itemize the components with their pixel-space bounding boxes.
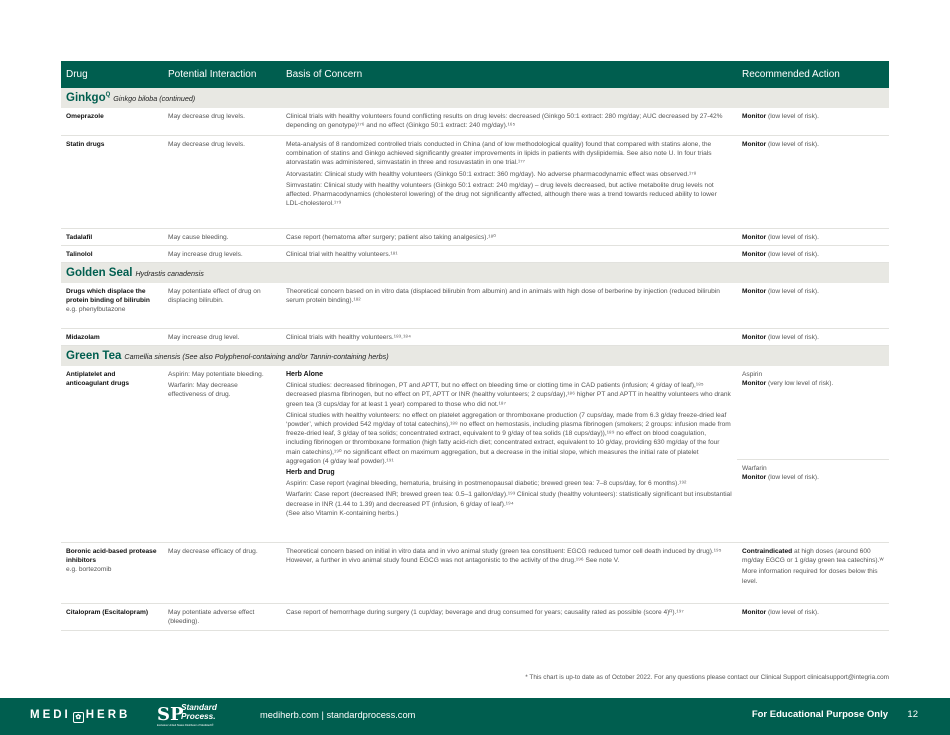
herb-latin: Ginkgo biloba (continued): [113, 93, 196, 103]
sp-mark-icon: SP: [157, 704, 184, 725]
herb-latin: Hydrastis canadensis: [135, 268, 204, 278]
herb-latin: Camellia sinensis (See also Polyphenol-containing and/or Tannin-containing herbs): [124, 351, 389, 361]
potential-interaction: May decrease efficacy of drug.: [168, 548, 258, 555]
herb-name: Green Tea: [66, 350, 122, 362]
recommended-action: Contraindicated at high doses (around 600 mg/day EGCG or 1 g/day green tea catechins).ᵂ More information required for doses below this level.: [742, 548, 884, 585]
drug-name: Talinolol: [66, 251, 93, 258]
drug-name: Boronic acid-based protease inhibitors e.g. bortezomib: [66, 548, 157, 574]
drug-name: Citalopram (Escitalopram): [66, 609, 149, 616]
drug-name: Tadalafil: [66, 234, 93, 241]
header-action: Recommended Action: [742, 69, 840, 80]
basis-of-concern: Case report (hematoma after surgery; patient also taking analgesics).¹⁸⁰: [286, 234, 496, 241]
basis-of-concern: Clinical trials with healthy volunteers.¹⁸³˒¹⁸⁴: [286, 334, 411, 341]
potential-interaction: May increase drug level.: [168, 334, 240, 341]
interaction-table: [61, 61, 889, 631]
potential-interaction: Aspirin: May potentiate bleeding. Warfarin: May decrease effectiveness of drug.: [168, 371, 264, 399]
basis-of-concern: Meta-analysis of 8 randomized controlled trials conducted in China (and of low methodological quality) found that compared with statins alone, the combination of statins and Ginkgo achieved significantly greater improvements in lipids in patients with dyslipidemia. See also note U. In four trials atorvastatin was administered, simvastatin in three and rosuvastatin in one trial.¹⁷⁷ Atorvastatin: Clinical study with healthy volunteers (Ginkgo 50:1 extract: 360 mg/day). No adverse pharmacodynamic effect was observed.¹⁷⁸ Simvastatin: Clinical study with healthy volunteers (Ginkgo 50:1 extract: 240 mg/day) – drug levels decreased, but active metabolite drug levels not affected. Pharmacodynamics (cholesterol lowering) of the drug not significantly affected, although there was a trend towards reduced ability to lower LDL-cholesterol.¹⁷⁹: [286, 141, 717, 208]
recommended-action: Monitor (low level of risk).: [742, 113, 819, 120]
section-ginkgo: [61, 88, 889, 108]
basis-subheading: Herb and Drug: [286, 469, 335, 477]
table-row: [61, 246, 889, 263]
recommended-action: Monitor (low level of risk).: [742, 334, 819, 341]
recommended-action: [737, 366, 889, 542]
footnote: * This chart is up-to date as of October 2022. For any questions please contact our Clinical Support clinicalsupport@integria.com: [525, 674, 889, 681]
basis-of-concern: Clinical trials with healthy volunteers found conflicting results on drug levels: decreased (Ginkgo 50:1 extract: 280 mg/day; AUC decreased by 27-42% depending on genotype)¹⁷⁶ and no effect (Ginkgo 50:1 extract: 240 mg/day).¹⁶⁵: [286, 113, 723, 130]
drug-name: Drugs which displace the protein binding of bilirubin e.g. phenylbutazone: [61, 283, 163, 328]
recommended-action: Monitor (low level of risk).: [742, 141, 819, 148]
potential-interaction: May potentiate adverse effect (bleeding).: [168, 609, 255, 626]
recommended-action: Monitor (low level of risk).: [742, 609, 819, 616]
section-green-tea: [61, 346, 889, 366]
potential-interaction: May decrease drug levels.: [168, 113, 245, 120]
herb-name: Golden Seal: [66, 267, 133, 279]
basis-of-concern: Clinical trial with healthy volunteers.¹⁸¹: [286, 251, 398, 258]
table-row: [61, 604, 889, 631]
header-drug: Drug: [66, 69, 88, 80]
drug-example: e.g. bortezomib: [66, 566, 112, 574]
potential-interaction: May decrease drug levels.: [168, 141, 245, 148]
drug-example: e.g. phenylbutazone: [66, 306, 126, 314]
flower-icon: ✿: [73, 712, 84, 723]
basis-of-concern: Herb Alone Clinical studies: decreased fibrinogen, PT and APTT, but no effect on bleeding time or clotting time in CAD patients (infusion; 4 g/day of leaf),¹⁸⁵ decreased plasma fibrinogen, but no effect on PT, APTT or INR (healthy volunteers; 2 cups/day),¹⁸⁶ higher PT and APTT in healthy volunteers who drank green tea (3 cups/day for at least 1 year) compared to those who did not.¹⁸⁷ Clinical studies with healthy volunteers: no effect on platelet aggregation or thromboxane production (7 cups/day, made from 6.3 g/day freeze-dried leaf ‘powder’, which provided 542 mg/day of total catechins),¹⁸⁸ no effect on hemostasis, including plasma fibrinogen (smokers; 2 groups: infusion made from freeze-dried leaf, 3 g/day of tea solids; concentrated extract, equivalent to 9 g/day of tea solids (18 cups/day)),¹⁸⁹ no effect on blood coagulation, including fibrinogen or thromboxane formation (high fatty acid-rich diet; concentrated extract, equivalent to 10 g/day, providing 630 mg/day of the four main catechins),¹⁹⁰ no significant effect on maximum aggregation, but a decrease in the initial slope, which measures the initial rate of platelet aggregation (4 g/day leaf powder).¹⁹¹ Herb and Drug Aspirin: Case report (vaginal bleeding, hematuria, bruising in postmenopausal diabetic; brewed green tea: 7–8 cups/day, for 6 months).¹⁹² Warfarin: Case report (decreased INR; brewed green tea: 0.5–1 gallon/day).¹⁹³ Clinical study (healthy volunteers): statistically significant but insubstantial decrease in INR (1.44 to 1.39) and decreased PT (infusion, 6 g/day of leaf).¹⁹⁴ (See also Vitamin K-containing herbs.): [286, 371, 732, 517]
basis-of-concern: Theoretical concern based on in vitro data (displaced bilirubin from albumin) and in animals with high dose of berberine by injection (reduced bilirubin serum protein binding).¹⁸²: [286, 288, 720, 305]
footer: [0, 698, 950, 735]
action-aspirin: Aspirin Monitor (very low level of risk).: [742, 371, 834, 388]
standard-process-logo: SP Standard Process. Exclusive United States Distributor of MediHerb®: [157, 702, 217, 727]
table-row: [61, 543, 889, 604]
herb-name: Ginkgo$^Q$: [66, 92, 111, 104]
table-row: [61, 229, 889, 246]
basis-of-concern: Theoretical concern based on initial in vitro data and in vivo animal study (green tea constituent: EGCG reduced tumor cell death induced by drug).¹⁹⁵ However, a further in vivo animal study found EGCG was not antagonistic to the activity of the drug.¹⁹⁶ See note V.: [286, 548, 722, 565]
table-row: [61, 283, 889, 329]
drug-name: Midazolam: [66, 334, 100, 341]
drug-name: Statin drugs: [66, 141, 105, 148]
mediherb-logo: MEDI ✿ HERB: [30, 709, 131, 721]
table-row: [61, 108, 889, 136]
educational-label: For Educational Purpose Only: [751, 709, 888, 720]
table-row: [61, 329, 889, 346]
section-golden-seal: [61, 263, 889, 283]
table-row: [61, 366, 889, 543]
recommended-action: Monitor (low level of risk).: [742, 288, 819, 295]
recommended-action: Monitor (low level of risk).: [742, 251, 819, 258]
basis-of-concern: Case report of hemorrhage during surgery (1 cup/day; beverage and drug consumed for years; causality rated as possible (score 4)ᴿ).¹⁹⁷: [286, 609, 684, 616]
recommended-action: Monitor (low level of risk).: [742, 234, 819, 241]
drug-name: Omeprazole: [66, 113, 104, 120]
potential-interaction: May potentiate effect of drug on displacing bilirubin.: [168, 288, 261, 305]
table-header: [61, 61, 889, 88]
action-warfarin: Warfarin Monitor (low level of risk).: [737, 459, 889, 482]
header-basis: Basis of Concern: [286, 69, 363, 80]
drug-name: Antiplatelet and anticoagulant drugs: [66, 371, 130, 388]
website-links[interactable]: mediherb.com | standardprocess.com: [260, 710, 416, 720]
potential-interaction: May cause bleeding.: [168, 234, 229, 241]
header-interaction: Potential Interaction: [168, 69, 257, 80]
table-row: [61, 136, 889, 229]
page-number: 12: [907, 709, 918, 720]
basis-subheading: Herb Alone: [286, 371, 324, 378]
potential-interaction: May increase drug levels.: [168, 251, 243, 258]
